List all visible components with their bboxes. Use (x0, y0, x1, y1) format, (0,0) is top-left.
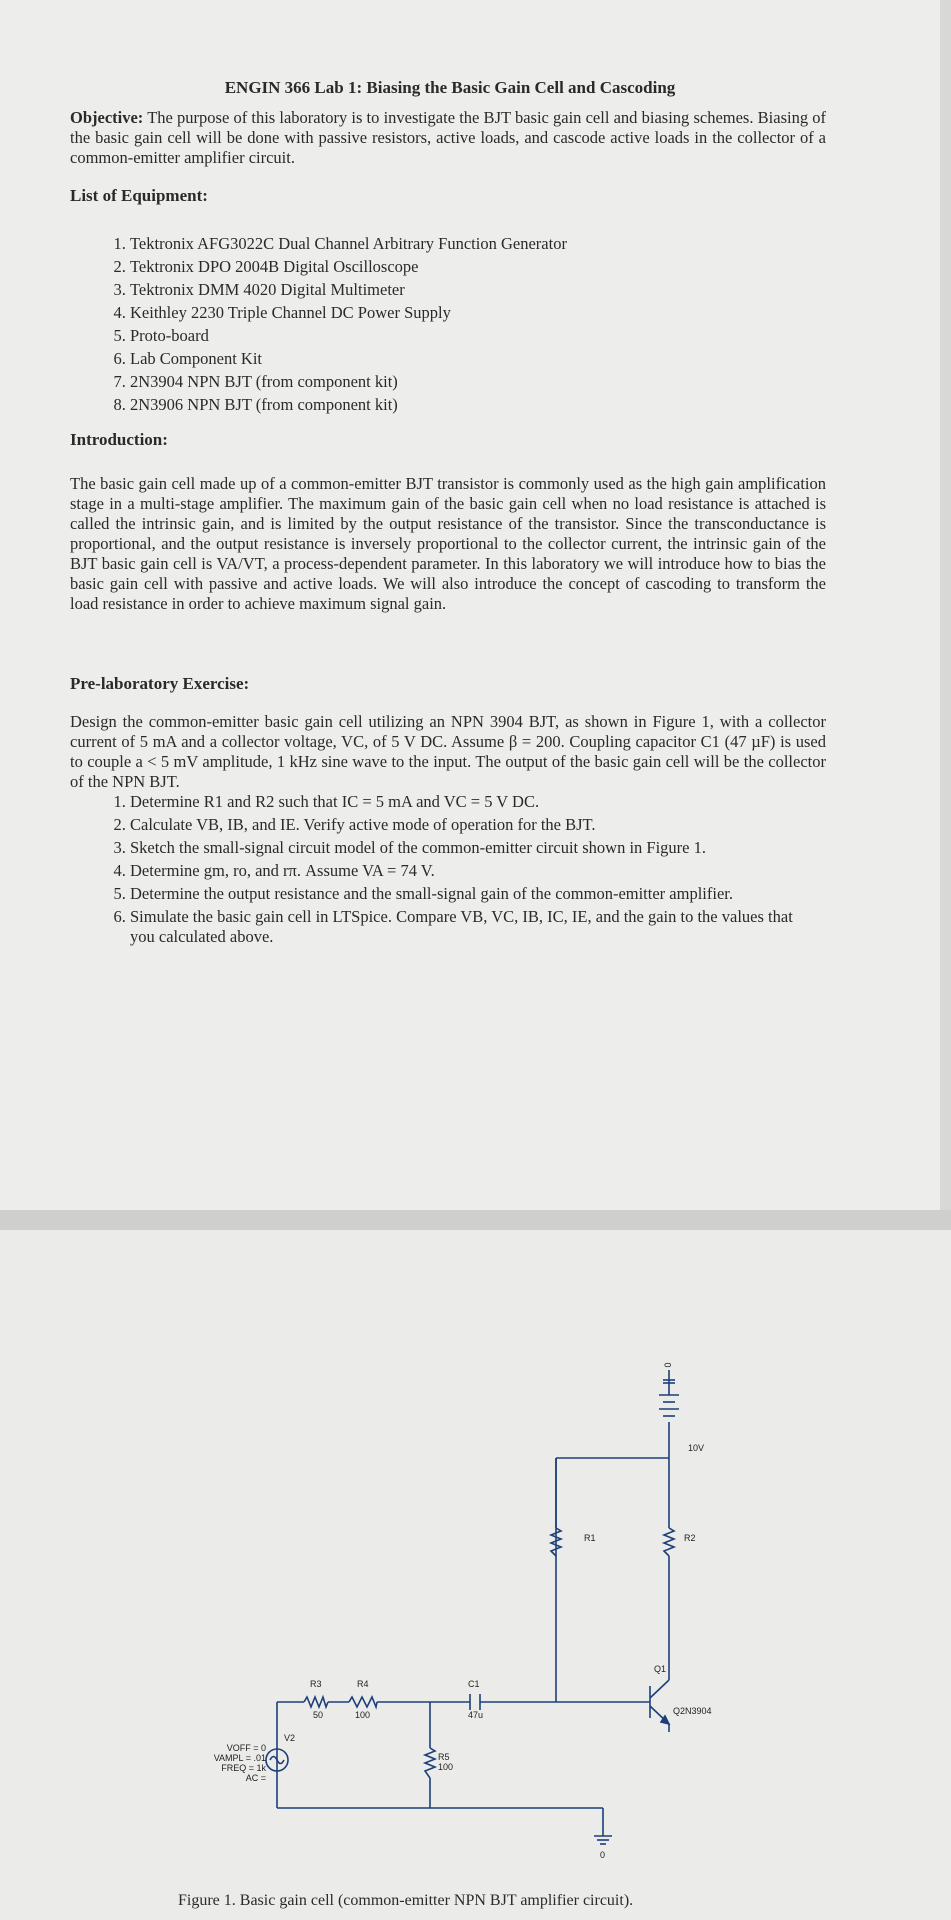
list-item: 2. Tektronix DPO 2004B Digital Oscilloscope (130, 255, 830, 278)
list-item: 3. Tektronix DMM 4020 Digital Multimeter (130, 278, 830, 301)
list-item: 4. Determine gm, ro, and rπ. Assume VA = 74 V. (130, 861, 820, 881)
prelab-paragraph: Design the common-emitter basic gain cell utilizing an NPN 3904 BJT, as shown in Figure 1, with a collector current of 5 mA and a collector voltage, VC, of 5 V DC. Assume β = 200. Coupling capacitor C1 (47 µF) is used to couple a < 5 mV amplitude, 1 kHz sine wave to the input. The output of the basic gain cell will be the collector of the NPN BJT. (70, 712, 826, 791)
figure-caption: Figure 1. Basic gain cell (common-emitter NPN BJT amplifier circuit). (178, 1892, 634, 1909)
list-item: 1. Tektronix AFG3022C Dual Channel Arbitrary Function Generator (130, 232, 830, 255)
list-item: 6. Simulate the basic gain cell in LTSpice. Compare VB, VC, IB, IC, IE, and the gain to the values that you calculated above. (130, 907, 820, 947)
document-title: ENGIN 366 Lab 1: Biasing the Basic Gain Cell and Cascoding (224, 78, 676, 97)
list-item: 2. Calculate VB, IB, and IE. Verify active mode of operation for the BJT. (130, 815, 820, 835)
introduction-paragraph: The basic gain cell made up of a common-emitter BJT transistor is commonly used as the high gain amplification stage in a multi-stage amplifier. The maximum gain of the basic gain cell when no load resistance is attached is called the intrinsic gain, and is limited by the output resistance of the transistor. Since the transconductance is proportional, and the output resistance is inversely proportional to the collector current, the intrinsic gain of the BJT basic gain cell is VA/VT, a process-dependent parameter. In this laboratory we will introduce how to bias the basic gain cell with passive and active loads. We will also introduce the concept of cascoding to transform the load resistance in order to achieve maximum signal gain. (70, 474, 826, 613)
v2-label: V2 (284, 1733, 296, 1743)
r4-value: 100 (355, 1710, 371, 1720)
list-item: 5. Proto-board (130, 324, 830, 347)
r3-label: R3 (310, 1679, 322, 1689)
r2-label: R2 (684, 1533, 696, 1543)
r5-label: R5 (438, 1752, 450, 1762)
q1-label: Q1 (654, 1664, 667, 1674)
list-item: 4. Keithley 2230 Triple Channel DC Power Supply (130, 301, 830, 324)
r1-label: R1 (584, 1533, 596, 1543)
prelab-heading: Pre-laboratory Exercise: (70, 674, 250, 693)
ground-label-bottom: 0 (600, 1850, 606, 1860)
list-item: 3. Sketch the small-signal circuit model of the common-emitter circuit shown in Figure 1. (130, 838, 820, 858)
list-item: 7. 2N3904 NPN BJT (from component kit) (130, 370, 830, 393)
objective-text: The purpose of this laboratory is to investigate the BJT basic gain cell and biasing schemes. Biasing of the basic gain cell will be done with passive resistors, active loads, and cascode active loads in the collector of a common-emitter amplifier circuit. (70, 108, 826, 167)
list-item: 5. Determine the output resistance and the small-signal gain of the common-emitter amplifier. (130, 884, 820, 904)
c1-value: 47u (468, 1710, 484, 1720)
r4-label: R4 (357, 1679, 369, 1689)
source-param: FREQ = 1k (221, 1763, 266, 1773)
c1-label: C1 (468, 1679, 480, 1689)
list-item: 1. Determine R1 and R2 such that IC = 5 mA and VC = 5 V DC. (130, 792, 820, 812)
list-item: 6. Lab Component Kit (130, 347, 830, 370)
r3-value: 50 (313, 1710, 324, 1720)
source-param: VOFF = 0 (226, 1743, 266, 1753)
ground-label-top: 0 (662, 1362, 673, 1368)
source-param: AC = (245, 1773, 266, 1783)
introduction-heading: Introduction: (70, 430, 168, 449)
r5-value: 100 (438, 1762, 454, 1772)
supply-label: 10V (688, 1443, 705, 1453)
source-param: VAMPL = .01 (213, 1753, 266, 1763)
q1-model: Q2N3904 (673, 1706, 712, 1716)
equipment-heading: List of Equipment: (70, 186, 208, 205)
objective-label: Objective: (70, 108, 144, 127)
list-item: 8. 2N3906 NPN BJT (from component kit) (130, 393, 830, 416)
source-parameters (188, 1743, 266, 1783)
